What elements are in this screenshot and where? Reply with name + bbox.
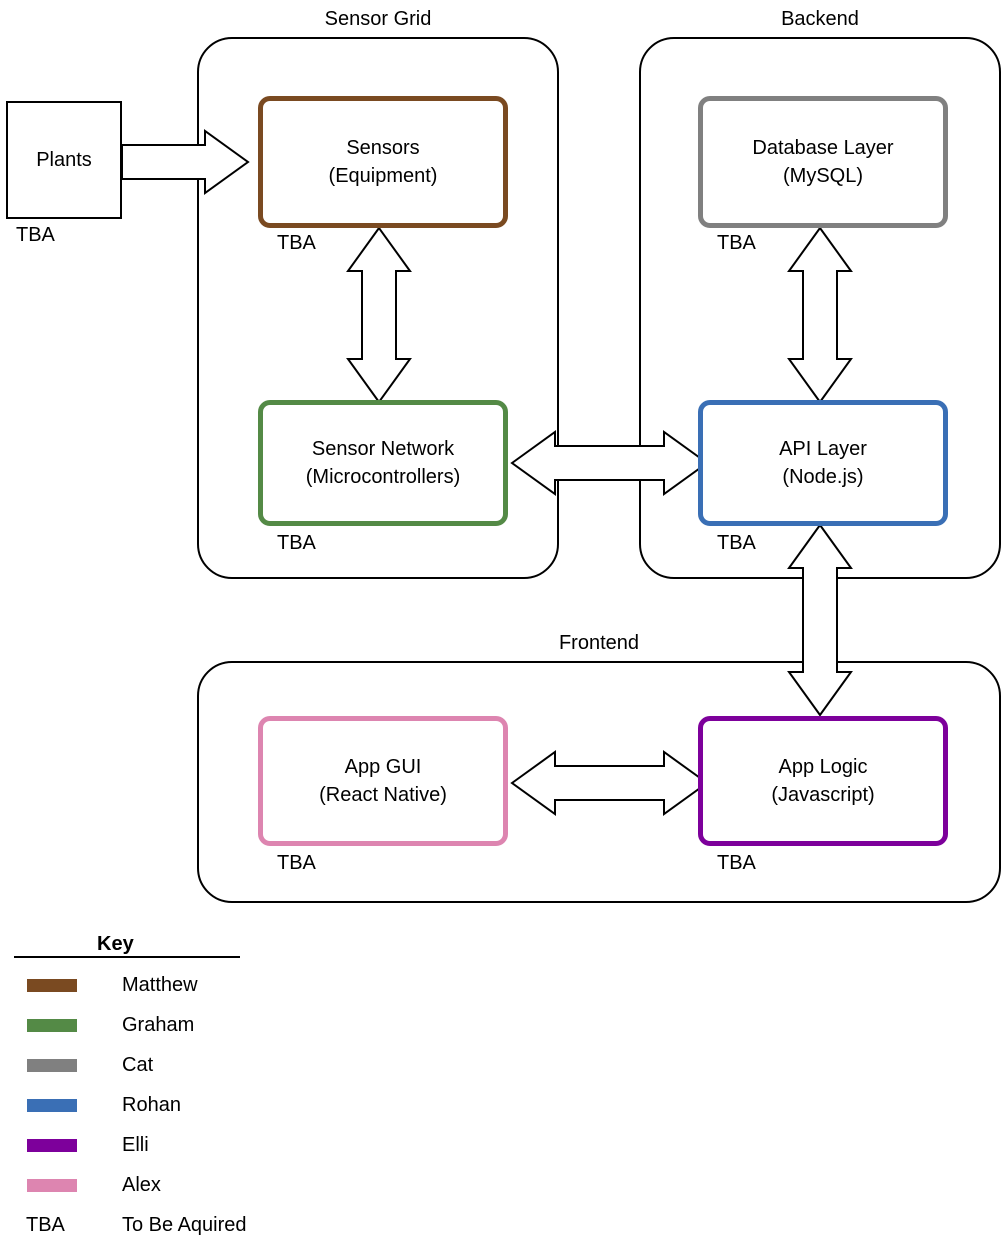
node-app-logic-line1: App Logic — [778, 756, 868, 778]
node-sensors-line2: (Equipment) — [328, 165, 438, 187]
tba-sensors: TBA — [277, 232, 316, 254]
group-label-backend: Backend — [781, 8, 859, 30]
key-swatch-elli — [27, 1139, 77, 1152]
tba-sensor-network: TBA — [277, 532, 316, 554]
arrow-api-layer-app-logic — [789, 525, 851, 715]
node-app-gui-line1: App GUI — [344, 756, 422, 778]
tba-api-layer: TBA — [717, 532, 756, 554]
key-label-elli: Elli — [122, 1134, 149, 1156]
node-app-gui[interactable] — [258, 716, 508, 846]
key-swatch-matthew — [27, 979, 77, 992]
node-sensors[interactable] — [258, 96, 508, 228]
tba-app-logic: TBA — [717, 852, 756, 874]
key-label-rohan: Rohan — [122, 1094, 181, 1116]
node-database-layer[interactable] — [698, 96, 948, 228]
arrow-app-gui-app-logic — [512, 752, 707, 814]
node-sensor-network-line2: (Microcontrollers) — [305, 466, 461, 488]
group-label-frontend: Frontend — [558, 632, 640, 654]
node-app-gui-line2: (React Native) — [319, 784, 447, 806]
node-sensor-network[interactable] — [258, 400, 508, 526]
key-note-abbr: TBA — [26, 1214, 65, 1236]
node-app-logic[interactable] — [698, 716, 948, 846]
key-swatch-cat — [27, 1059, 77, 1072]
tba-app-gui: TBA — [277, 852, 316, 874]
node-api-layer-line1: API Layer — [779, 438, 867, 460]
tba-database-layer: TBA — [717, 232, 756, 254]
node-database-layer-line1: Database Layer — [752, 137, 894, 159]
arrow-sensors-sensor-network — [348, 228, 410, 402]
key-note-text: To Be Aquired — [122, 1214, 247, 1236]
node-app-logic-line2: (Javascript) — [771, 784, 875, 806]
node-api-layer-line2: (Node.js) — [782, 466, 864, 488]
tba-plants: TBA — [16, 224, 55, 246]
key-swatch-rohan — [27, 1099, 77, 1112]
key-label-matthew: Matthew — [122, 974, 198, 996]
group-label-sensor-grid: Sensor Grid — [324, 8, 432, 30]
node-sensors-line1: Sensors — [346, 137, 420, 159]
arrow-database-api-layer — [789, 228, 851, 402]
key-label-cat: Cat — [122, 1054, 154, 1076]
key-title: Key — [97, 933, 134, 955]
key-label-alex: Alex — [122, 1174, 161, 1196]
node-api-layer[interactable] — [698, 400, 948, 526]
node-plants-label: Plants — [36, 148, 92, 171]
node-plants[interactable] — [6, 101, 122, 219]
node-database-layer-line2: (MySQL) — [783, 165, 863, 187]
key-swatch-alex — [27, 1179, 77, 1192]
arrow-plants-to-sensors — [122, 131, 248, 193]
key-label-graham: Graham — [122, 1014, 195, 1036]
key-swatch-graham — [27, 1019, 77, 1032]
node-sensor-network-line1: Sensor Network — [311, 438, 455, 460]
arrow-sensor-network-api-layer — [512, 432, 707, 494]
